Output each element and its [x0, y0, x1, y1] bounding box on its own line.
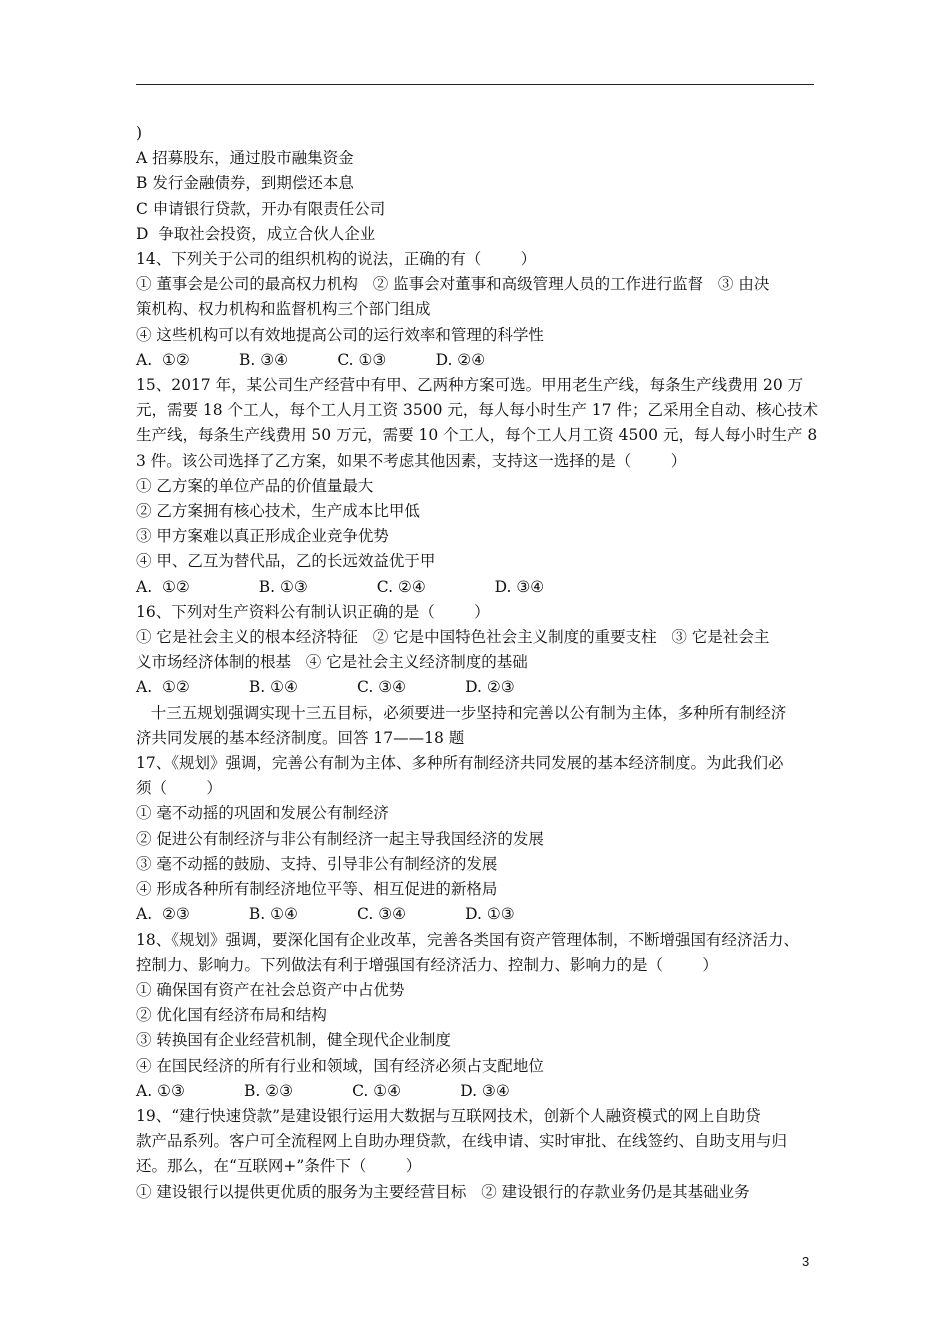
- question-18-statements: ① 确保国有资产在社会总资产中占优势: [136, 980, 405, 999]
- question-18-statements: ③ 转换国有企业经营机制，健全现代企业制度: [136, 1031, 451, 1050]
- option-a-text: A 招募股东，通过股市融集资金: [136, 149, 354, 168]
- question-17-statements: ② 促进公有制经济与非公有制经济一起主导我国经济的发展: [136, 829, 544, 848]
- question-14-statements: 策机构、权力机构和监督机构三个部门组成: [136, 300, 431, 319]
- question-17-statements: ① 毫不动摇的巩固和发展公有制经济: [136, 804, 389, 823]
- question-14: 14、下列关于公司的组织机构的说法，正确的有（ ）: [136, 250, 537, 269]
- option-b-text: B 发行金融债券，到期偿还本息: [136, 174, 354, 193]
- question-19: 款产品系列。客户可全流程网上自助办理贷款，在线申请、实时审批、在线签约、自助支用与归: [136, 1132, 788, 1151]
- option-c-text: C 申请银行贷款，开办有限责任公司: [136, 199, 386, 218]
- question-15-statements: ② 乙方案拥有核心技术，生产成本比甲低: [136, 502, 420, 521]
- question-15-statements: ① 乙方案的单位产品的价值量最大: [136, 476, 374, 495]
- material-passage: 济共同发展的基本经济制度。回答 17——18 题: [136, 728, 465, 747]
- document-body: [136, 121, 826, 1205]
- question-19: 19、“建行快速贷款”是建设银行运用大数据与互联网技术，创新个人融资模式的网上自助贷: [136, 1106, 761, 1125]
- question-14-statements: ① 董事会是公司的最高权力机构 ② 监事会对董事和高级管理人员的工作进行监督 ③ 由决: [136, 275, 770, 294]
- text-line: ): [136, 124, 143, 142]
- question-17-statements: ④ 形成各种所有制经济地位平等、相互促进的新格局: [136, 880, 498, 899]
- header-rule: [136, 84, 814, 85]
- question-18-statements: ② 优化国有经济布局和结构: [136, 1006, 327, 1025]
- question-18-options: A. ①③ B. ②③ C. ①④ D. ③④: [136, 1081, 510, 1100]
- question-15-statements: ④ 甲、乙互为替代品，乙的长远效益优于甲: [136, 552, 436, 571]
- question-17: 须（ ）: [136, 779, 222, 798]
- material-passage: 十三五规划强调实现十三五目标，必须要进一步坚持和完善以公有制为主体，多种所有制经济: [136, 703, 787, 722]
- question-18: 18、《规划》强调，要深化国有企业改革，完善各类国有资产管理体制，不断增强国有经济活力、: [136, 930, 799, 949]
- question-19: 还。那么，在“互联网+”条件下（ ）: [136, 1157, 422, 1176]
- question-15: 生产线，每条生产线费用 50 万元，需要 10 个工人，每个工人月工资 4500 元，每人每小时生产 8: [136, 426, 818, 445]
- question-17-statements: ③ 毫不动摇的鼓励、支持、引导非公有制经济的发展: [136, 854, 498, 873]
- question-18-statements: ④ 在国民经济的所有行业和领域，国有经济必须占支配地位: [136, 1056, 544, 1075]
- question-16-statements: 义市场经济体制的根基 ④ 它是社会主义经济制度的基础: [136, 653, 528, 672]
- question-16-options: A. ①② B. ①④ C. ③④ D. ②③: [136, 678, 515, 697]
- question-15: 3 件。该公司选择了乙方案，如果不考虑其他因素，支持这一选择的是（ ）: [136, 451, 687, 470]
- question-16-statements: ① 它是社会主义的根本经济特征 ② 它是中国特色社会主义制度的重要支柱 ③ 它是社会主: [136, 628, 770, 647]
- question-15-options: A. ①② B. ①③ C. ②④ D. ③④: [136, 577, 545, 596]
- page-number: 3: [802, 1254, 810, 1269]
- question-18: 控制力、影响力。下列做法有利于增强国有经济活力、控制力、影响力的是（ ）: [136, 955, 718, 974]
- question-17-options: A. ②③ B. ①④ C. ③④ D. ①③: [136, 905, 515, 924]
- question-15-statements: ③ 甲方案难以真正形成企业竞争优势: [136, 527, 389, 546]
- question-14-options: A. ①② B. ③④ C. ①③ D. ②④: [136, 350, 486, 369]
- question-14-statements: ④ 这些机构可以有效地提高公司的运行效率和管理的科学性: [136, 325, 544, 344]
- question-15: 元，需要 18 个工人，每个工人月工资 3500 元，每人每小时生产 17 件；乙采用全自动、核心技术: [136, 401, 818, 420]
- question-19-statements: ① 建设银行以提供更优质的服务为主要经营目标 ② 建设银行的存款业务仍是其基础业务: [136, 1182, 750, 1201]
- option-d-text: D 争取社会投资，成立合伙人企业: [136, 224, 376, 243]
- question-17: 17、《规划》强调，完善公有制为主体、多种所有制经济共同发展的基本经济制度。为此我们必: [136, 754, 784, 773]
- question-16: 16、下列对生产资料公有制认识正确的是（ ）: [136, 602, 490, 621]
- question-15: 15、2017 年，某公司生产经营中有甲、乙两种方案可选。甲用老生产线，每条生产线费用 20 万: [136, 376, 804, 395]
